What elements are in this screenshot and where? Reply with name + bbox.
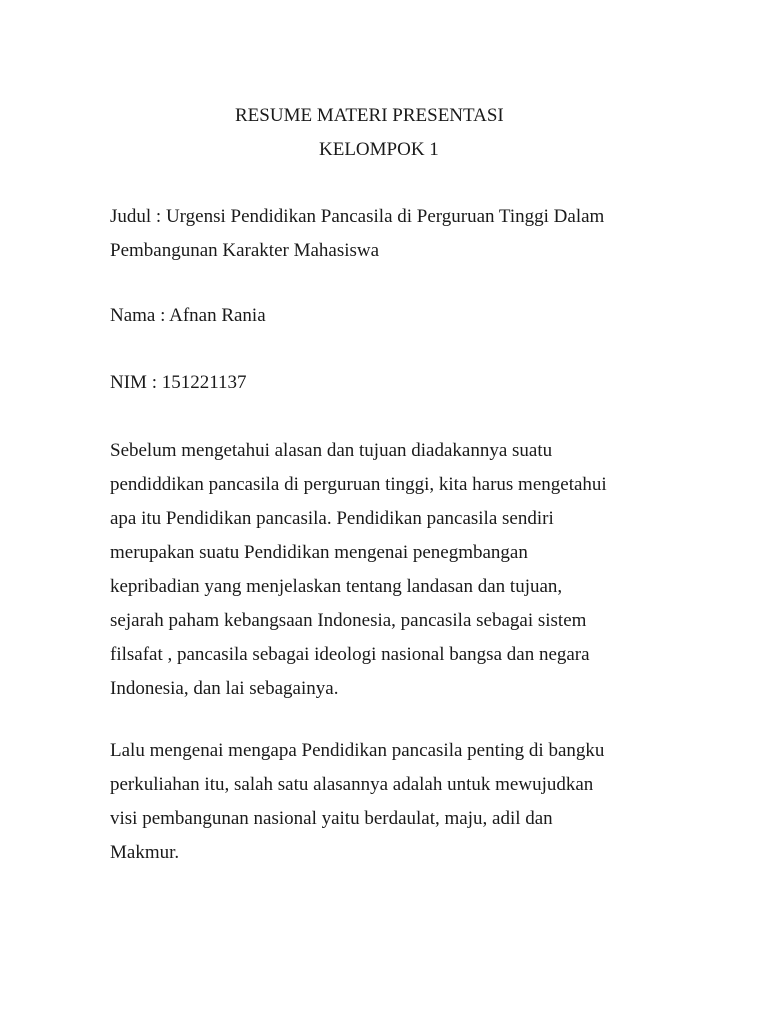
nim-line [110, 366, 670, 400]
paragraph-line: pendiddikan pancasila di perguruan tinggi, kita harus mengetahui [110, 474, 607, 495]
nama-text: Nama : Afnan Rania [110, 305, 266, 326]
paragraph-line: merupakan suatu Pendidikan mengenai penegmbangan [110, 542, 528, 563]
paragraph-line: Indonesia, dan lai sebagainya. [110, 678, 339, 699]
nama-line [110, 299, 670, 333]
nim-text: NIM : 151221137 [110, 372, 247, 393]
paragraph-line: filsafat , pancasila sebagai ideologi nasional bangsa dan negara [110, 644, 590, 665]
document-title: RESUME MATERI PRESENTASI [235, 105, 504, 126]
paragraph-line: kepribadian yang menjelaskan tentang landasan dan tujuan, [110, 576, 563, 597]
paragraph-line: visi pembangunan nasional yaitu berdaulat, maju, adil dan [110, 808, 553, 829]
paragraph-2 [110, 734, 670, 870]
paragraph-line: perkuliahan itu, salah satu alasannya adalah untuk mewujudkan [110, 774, 594, 795]
judul-line: Judul : Urgensi Pendidikan Pancasila di Perguruan Tinggi Dalam [110, 206, 605, 227]
paragraph-1 [110, 434, 670, 706]
paragraph-line: sejarah paham kebangsaan Indonesia, pancasila sebagai sistem [110, 610, 587, 631]
paragraph-line: Sebelum mengetahui alasan dan tujuan diadakannya suatu [110, 440, 553, 461]
paragraph-line: apa itu Pendidikan pancasila. Pendidikan pancasila sendiri [110, 508, 554, 529]
paragraph-line: Lalu mengenai mengapa Pendidikan pancasila penting di bangku [110, 740, 605, 761]
paragraph-line: Makmur. [110, 842, 180, 863]
document-subtitle: KELOMPOK 1 [319, 139, 439, 160]
judul-line: Pembangunan Karakter Mahasiswa [110, 240, 380, 261]
judul-block [110, 200, 670, 268]
